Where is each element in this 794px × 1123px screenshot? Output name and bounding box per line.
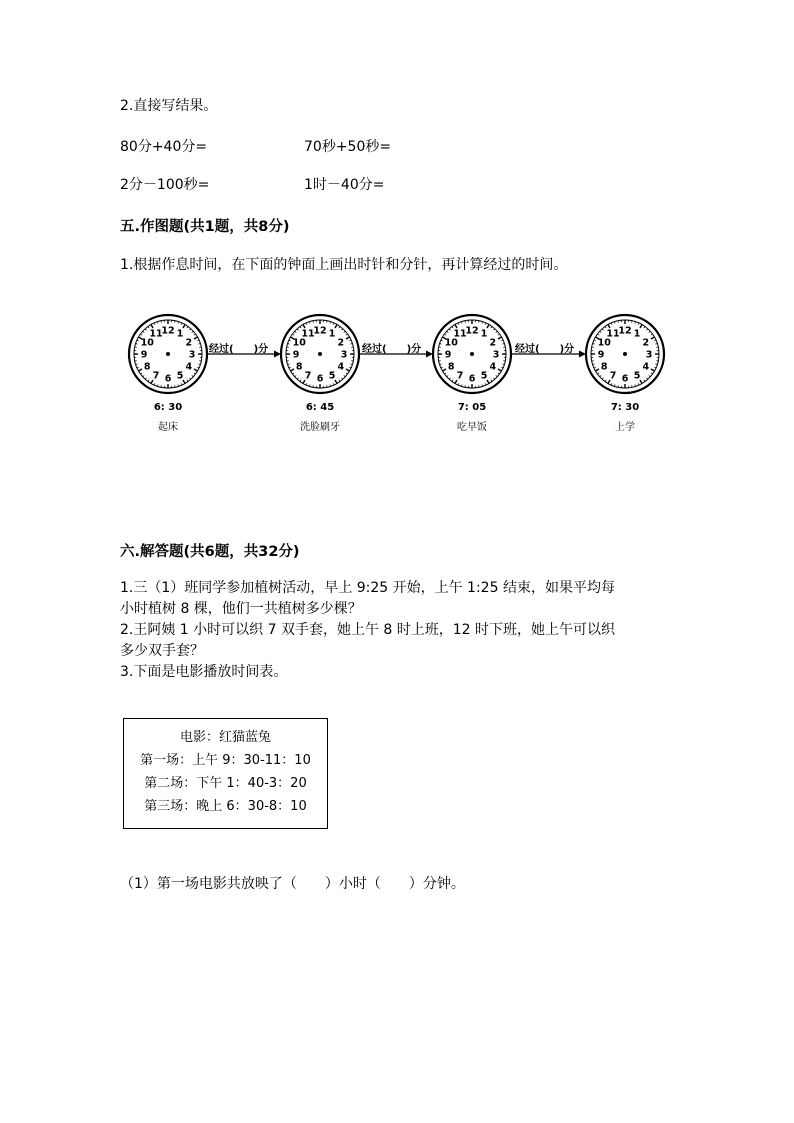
clock-numeral: 6	[164, 373, 172, 385]
clock-numeral: 6	[468, 373, 476, 385]
arrow-label-1: 经过( )分	[209, 344, 269, 355]
clock-numeral: 12	[618, 325, 632, 337]
calc-item-4: 1时－40分=	[304, 177, 385, 193]
clock-numeral: 1	[633, 328, 641, 340]
clock-numeral: 6	[316, 373, 324, 385]
clock-numeral: 9	[597, 349, 605, 361]
clock-time-2: 6: 45	[305, 402, 335, 413]
arrow-label-2: 经过( )分	[362, 344, 422, 355]
section-5-question-1: 1.根据作息时间，在下面的钟面上画出时针和分针，再计算经过的时间。	[120, 257, 568, 273]
clock-center-dot	[318, 352, 322, 356]
clock-numeral: 12	[465, 325, 479, 337]
clock-sequence	[118, 310, 678, 440]
clock-numeral: 5	[633, 370, 641, 382]
clock-numeral: 3	[645, 349, 653, 361]
movie-schedule-table	[123, 718, 328, 829]
clock-numeral: 11	[453, 328, 467, 340]
clock-label-2: 洗脸刷牙	[300, 422, 340, 433]
clock-numeral: 11	[606, 328, 620, 340]
clock-numeral: 8	[295, 361, 303, 373]
clock-numeral: 4	[337, 361, 345, 373]
clock-numeral: 3	[188, 349, 196, 361]
section-6-q2-line-2: 多少双手套？	[120, 643, 204, 659]
section-6-q1-line-1: 1.三（1）班同学参加植树活动，早上 9:25 开始，上午 1:25 结束，如果平均每	[120, 580, 615, 596]
clock-numeral: 2	[642, 337, 650, 349]
clock-center-dot	[623, 352, 627, 356]
clock-label-4: 上学	[615, 422, 635, 433]
clock-numeral: 7	[609, 370, 617, 382]
clock-numeral: 3	[492, 349, 500, 361]
schedule-row-2: 第二场：下午 1：40-3：20	[144, 776, 307, 791]
schedule-row-1: 第一场：上午 9：30-11：10	[140, 753, 311, 768]
section-6-q2-line-1: 2.王阿姨 1 小时可以织 7 双手套，她上午 8 时上班，12 时下班，她上午可以织	[120, 622, 616, 638]
clock-center-dot	[166, 352, 170, 356]
clock-numeral: 5	[328, 370, 336, 382]
clock-numeral: 11	[301, 328, 315, 340]
clock-center-dot	[470, 352, 474, 356]
clock-numeral: 10	[292, 337, 306, 349]
clock-label-3: 吃早饭	[457, 422, 487, 433]
clock-time-4: 7: 30	[610, 402, 640, 413]
clock-label-1: 起床	[158, 422, 178, 433]
calc-item-3: 2分－100秒=	[120, 177, 210, 193]
clock-numeral: 5	[176, 370, 184, 382]
clock-time-1: 6: 30	[153, 402, 183, 413]
clock-numeral: 8	[447, 361, 455, 373]
section-6-q3: 3.下面是电影播放时间表。	[120, 664, 288, 680]
question-2-title: 2.直接写结果。	[120, 98, 218, 114]
section-6-heading: 六.解答题(共6题，共32分)	[120, 544, 300, 560]
arrow-label-3: 经过( )分	[515, 344, 575, 355]
clock-numeral: 1	[328, 328, 336, 340]
arrow-head-2	[426, 351, 433, 358]
clock-numeral: 3	[340, 349, 348, 361]
arrow-head-3	[579, 351, 586, 358]
clock-numeral: 7	[456, 370, 464, 382]
clock-numeral: 9	[444, 349, 452, 361]
clock-numeral: 7	[304, 370, 312, 382]
section-6-q1-line-2: 小时植树 8 棵，他们一共植树多少棵？	[120, 601, 362, 617]
clock-faces-figure	[118, 310, 678, 400]
clock-numeral: 11	[149, 328, 163, 340]
clock-numeral: 5	[480, 370, 488, 382]
clock-time-3: 7: 05	[457, 402, 487, 413]
clock-numeral: 12	[161, 325, 175, 337]
clock-numeral: 4	[489, 361, 497, 373]
clock-numeral: 2	[489, 337, 497, 349]
clock-numeral: 10	[597, 337, 611, 349]
clock-numeral: 10	[444, 337, 458, 349]
clock-numeral: 4	[185, 361, 193, 373]
clock-numeral: 1	[176, 328, 184, 340]
calc-item-1: 80分+40分=	[120, 139, 208, 155]
section-5-heading: 五.作图题(共1题，共8分)	[120, 219, 290, 235]
clock-numeral: 12	[313, 325, 327, 337]
schedule-row-3: 第三场：晚上 6：30-8：10	[144, 799, 307, 814]
clock-numeral: 7	[152, 370, 160, 382]
clock-numeral: 6	[621, 373, 629, 385]
section-6-q3-sub-1: （1）第一场电影共放映了（ ）小时（ ）分钟。	[120, 876, 465, 892]
schedule-title: 电影：红猫蓝兔	[179, 730, 271, 745]
clock-numeral: 2	[185, 337, 193, 349]
clock-numeral: 8	[143, 361, 151, 373]
arrow-head-1	[274, 351, 281, 358]
calc-item-2: 70秒+50秒=	[304, 139, 392, 155]
clock-numeral: 9	[140, 349, 148, 361]
clock-numeral: 2	[337, 337, 345, 349]
clock-numeral: 10	[140, 337, 154, 349]
clock-numeral: 1	[480, 328, 488, 340]
clock-numeral: 8	[600, 361, 608, 373]
clock-numeral: 4	[642, 361, 650, 373]
clock-numeral: 9	[292, 349, 300, 361]
